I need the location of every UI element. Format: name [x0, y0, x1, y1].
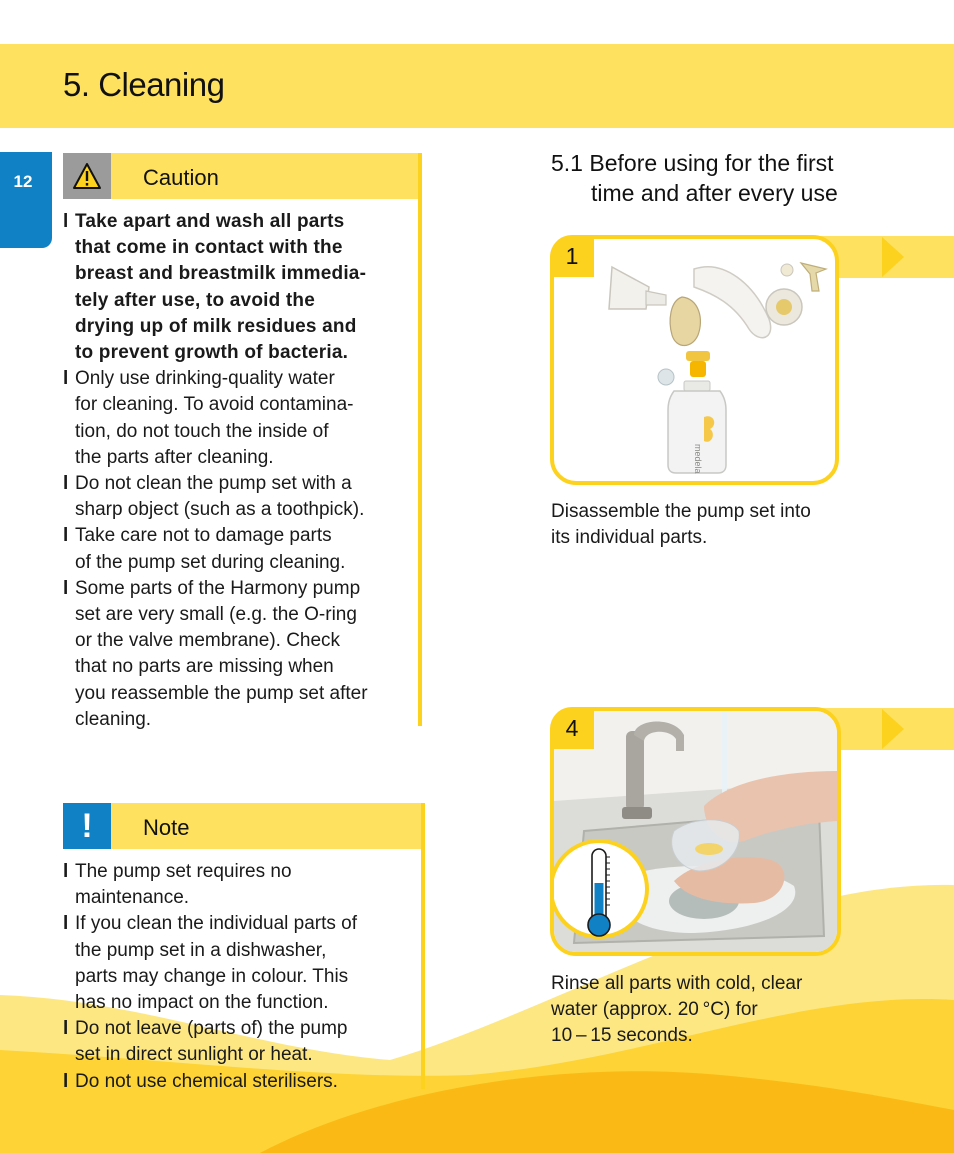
note-heading: Note — [143, 815, 190, 840]
exclamation-icon: ! — [81, 807, 93, 845]
warning-icon — [72, 162, 102, 190]
page-title: 5. Cleaning — [63, 66, 225, 103]
note-icon-cell — [63, 803, 111, 849]
caution-item-3: l Do not clean the pump set with a sharp object (such as a toothpick). — [63, 471, 368, 523]
note-item-2: l If you clean the individual parts of the pump set in a dishwasher, parts may change in colour. This has no impact on the function. — [63, 911, 357, 1016]
page-number-tab — [0, 152, 52, 248]
caution-icon-cell — [63, 153, 111, 199]
note-item-3: l Do not leave (parts of) the pump set in direct sunlight or heat. — [63, 1016, 357, 1068]
step-4-next-arrow — [882, 709, 904, 749]
caution-item-5: l Some parts of the Harmony pump set are very small (e.g. the O-ring or the valve membrane). Check that no parts are missing when you reassemble the pump set after cleaning. — [63, 576, 368, 733]
rinse-photo-illustration — [554, 711, 837, 952]
section-title-line2: time and after every use — [591, 180, 838, 206]
caution-rule — [418, 153, 422, 726]
step-4-number: 4 — [550, 707, 594, 749]
bottle-brand-label: medela — [693, 444, 703, 474]
note-list — [63, 859, 357, 1095]
note-item-1: l The pump set requires no maintenance. — [63, 859, 357, 911]
step-1-number: 1 — [550, 235, 594, 277]
caution-item-4: l Take care not to damage parts of the pump set during cleaning. — [63, 523, 368, 575]
section-number: 5.1 — [551, 150, 583, 176]
step-1-caption: Disassemble the pump set into its individual parts. — [551, 501, 811, 549]
note-header — [63, 803, 425, 849]
caution-item-2: l Only use drinking-quality water for cleaning. To avoid contamina- tion, do not touch the inside of the parts after cleaning. — [63, 366, 368, 471]
pump-parts-illustration — [554, 239, 835, 481]
note-rule — [421, 803, 425, 1089]
caution-header — [63, 153, 422, 199]
section-title-line1: Before using for the first — [589, 150, 834, 176]
caution-item-1: l Take apart and wash all parts that come in contact with the breast and breastmilk immedia- tely after use, to avoid the drying up of milk residues and to prevent growth of bacteria. — [63, 209, 368, 366]
page-number: 12 — [13, 172, 33, 191]
step-4-caption: Rinse all parts with cold, clear water (approx. 20 °C) for 10 – 15 seconds. — [551, 973, 803, 1047]
note-item-4: l Do not use chemical sterilisers. — [63, 1069, 357, 1095]
caution-list — [63, 209, 368, 733]
section-title — [551, 148, 838, 208]
step-1-next-arrow — [882, 237, 904, 277]
caution-heading: Caution — [143, 165, 219, 190]
